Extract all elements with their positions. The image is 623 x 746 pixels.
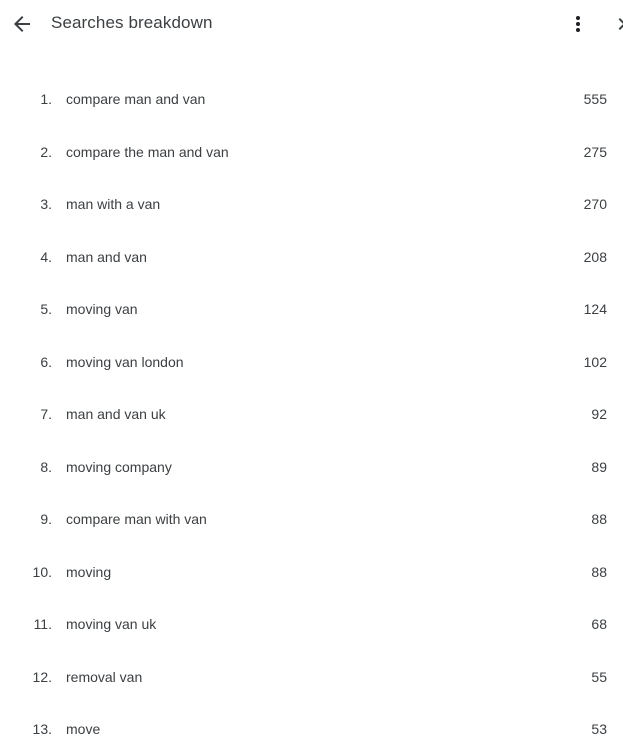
- more-options-button[interactable]: [566, 12, 590, 36]
- search-count: 89: [591, 458, 607, 475]
- rank-number: 13.: [32, 721, 52, 737]
- back-button[interactable]: [10, 12, 34, 36]
- list-item[interactable]: [0, 126, 623, 179]
- search-term: moving van uk: [66, 616, 157, 632]
- rank-number: 12.: [32, 668, 52, 685]
- list-item[interactable]: [0, 231, 623, 284]
- rank-number: 6.: [40, 353, 52, 370]
- search-count: 55: [591, 668, 607, 685]
- list-item[interactable]: [0, 73, 623, 126]
- search-term: moving: [66, 563, 112, 580]
- search-count: 88: [591, 511, 607, 527]
- search-term: moving van london: [66, 353, 184, 370]
- list-item[interactable]: [0, 336, 623, 389]
- search-term: move: [66, 721, 101, 737]
- search-count: 208: [583, 248, 607, 265]
- rank-number: 11.: [33, 616, 52, 632]
- rank-number: 4.: [40, 248, 52, 265]
- search-term: man with a van: [66, 196, 161, 212]
- search-count: 88: [591, 563, 607, 580]
- search-term: man and van uk: [66, 406, 166, 422]
- list-item[interactable]: [0, 441, 623, 494]
- list-item[interactable]: [0, 703, 623, 746]
- next-button[interactable]: [610, 12, 623, 36]
- list-item[interactable]: [0, 651, 623, 704]
- list-item[interactable]: [0, 283, 623, 336]
- rank-number: 7.: [40, 406, 52, 422]
- search-count: 53: [591, 721, 607, 737]
- rank-number: 1.: [40, 91, 52, 107]
- list-item[interactable]: [0, 493, 623, 546]
- search-count: 555: [583, 91, 607, 107]
- list-item[interactable]: [0, 178, 623, 231]
- list-item[interactable]: [0, 598, 623, 651]
- rank-number: 3.: [40, 196, 52, 212]
- search-term: man and van: [66, 248, 147, 265]
- list-item[interactable]: [0, 546, 623, 599]
- search-count: 102: [583, 353, 607, 370]
- arrow-back-icon: [10, 12, 34, 36]
- panel-header: [0, 0, 623, 46]
- search-count: 92: [591, 406, 607, 422]
- search-count: 270: [583, 196, 607, 212]
- search-term: compare the man and van: [66, 143, 229, 160]
- search-term: removal van: [66, 668, 143, 685]
- rank-number: 5.: [40, 301, 52, 317]
- search-term: moving van: [66, 301, 138, 317]
- page-title: Searches breakdown: [51, 13, 213, 32]
- more-vert-icon: [566, 12, 590, 36]
- search-terms-list: [0, 73, 623, 746]
- search-count: 68: [591, 616, 607, 632]
- search-term: compare man and van: [66, 91, 206, 107]
- rank-number: 9.: [40, 511, 52, 527]
- rank-number: 10.: [32, 563, 52, 580]
- chevron-right-icon: [610, 12, 623, 36]
- list-item[interactable]: [0, 388, 623, 441]
- search-term: moving company: [66, 458, 172, 475]
- search-count: 275: [583, 143, 607, 160]
- search-count: 124: [583, 301, 607, 317]
- rank-number: 2.: [40, 143, 52, 160]
- search-term: compare man with van: [66, 511, 207, 527]
- rank-number: 8.: [40, 458, 52, 475]
